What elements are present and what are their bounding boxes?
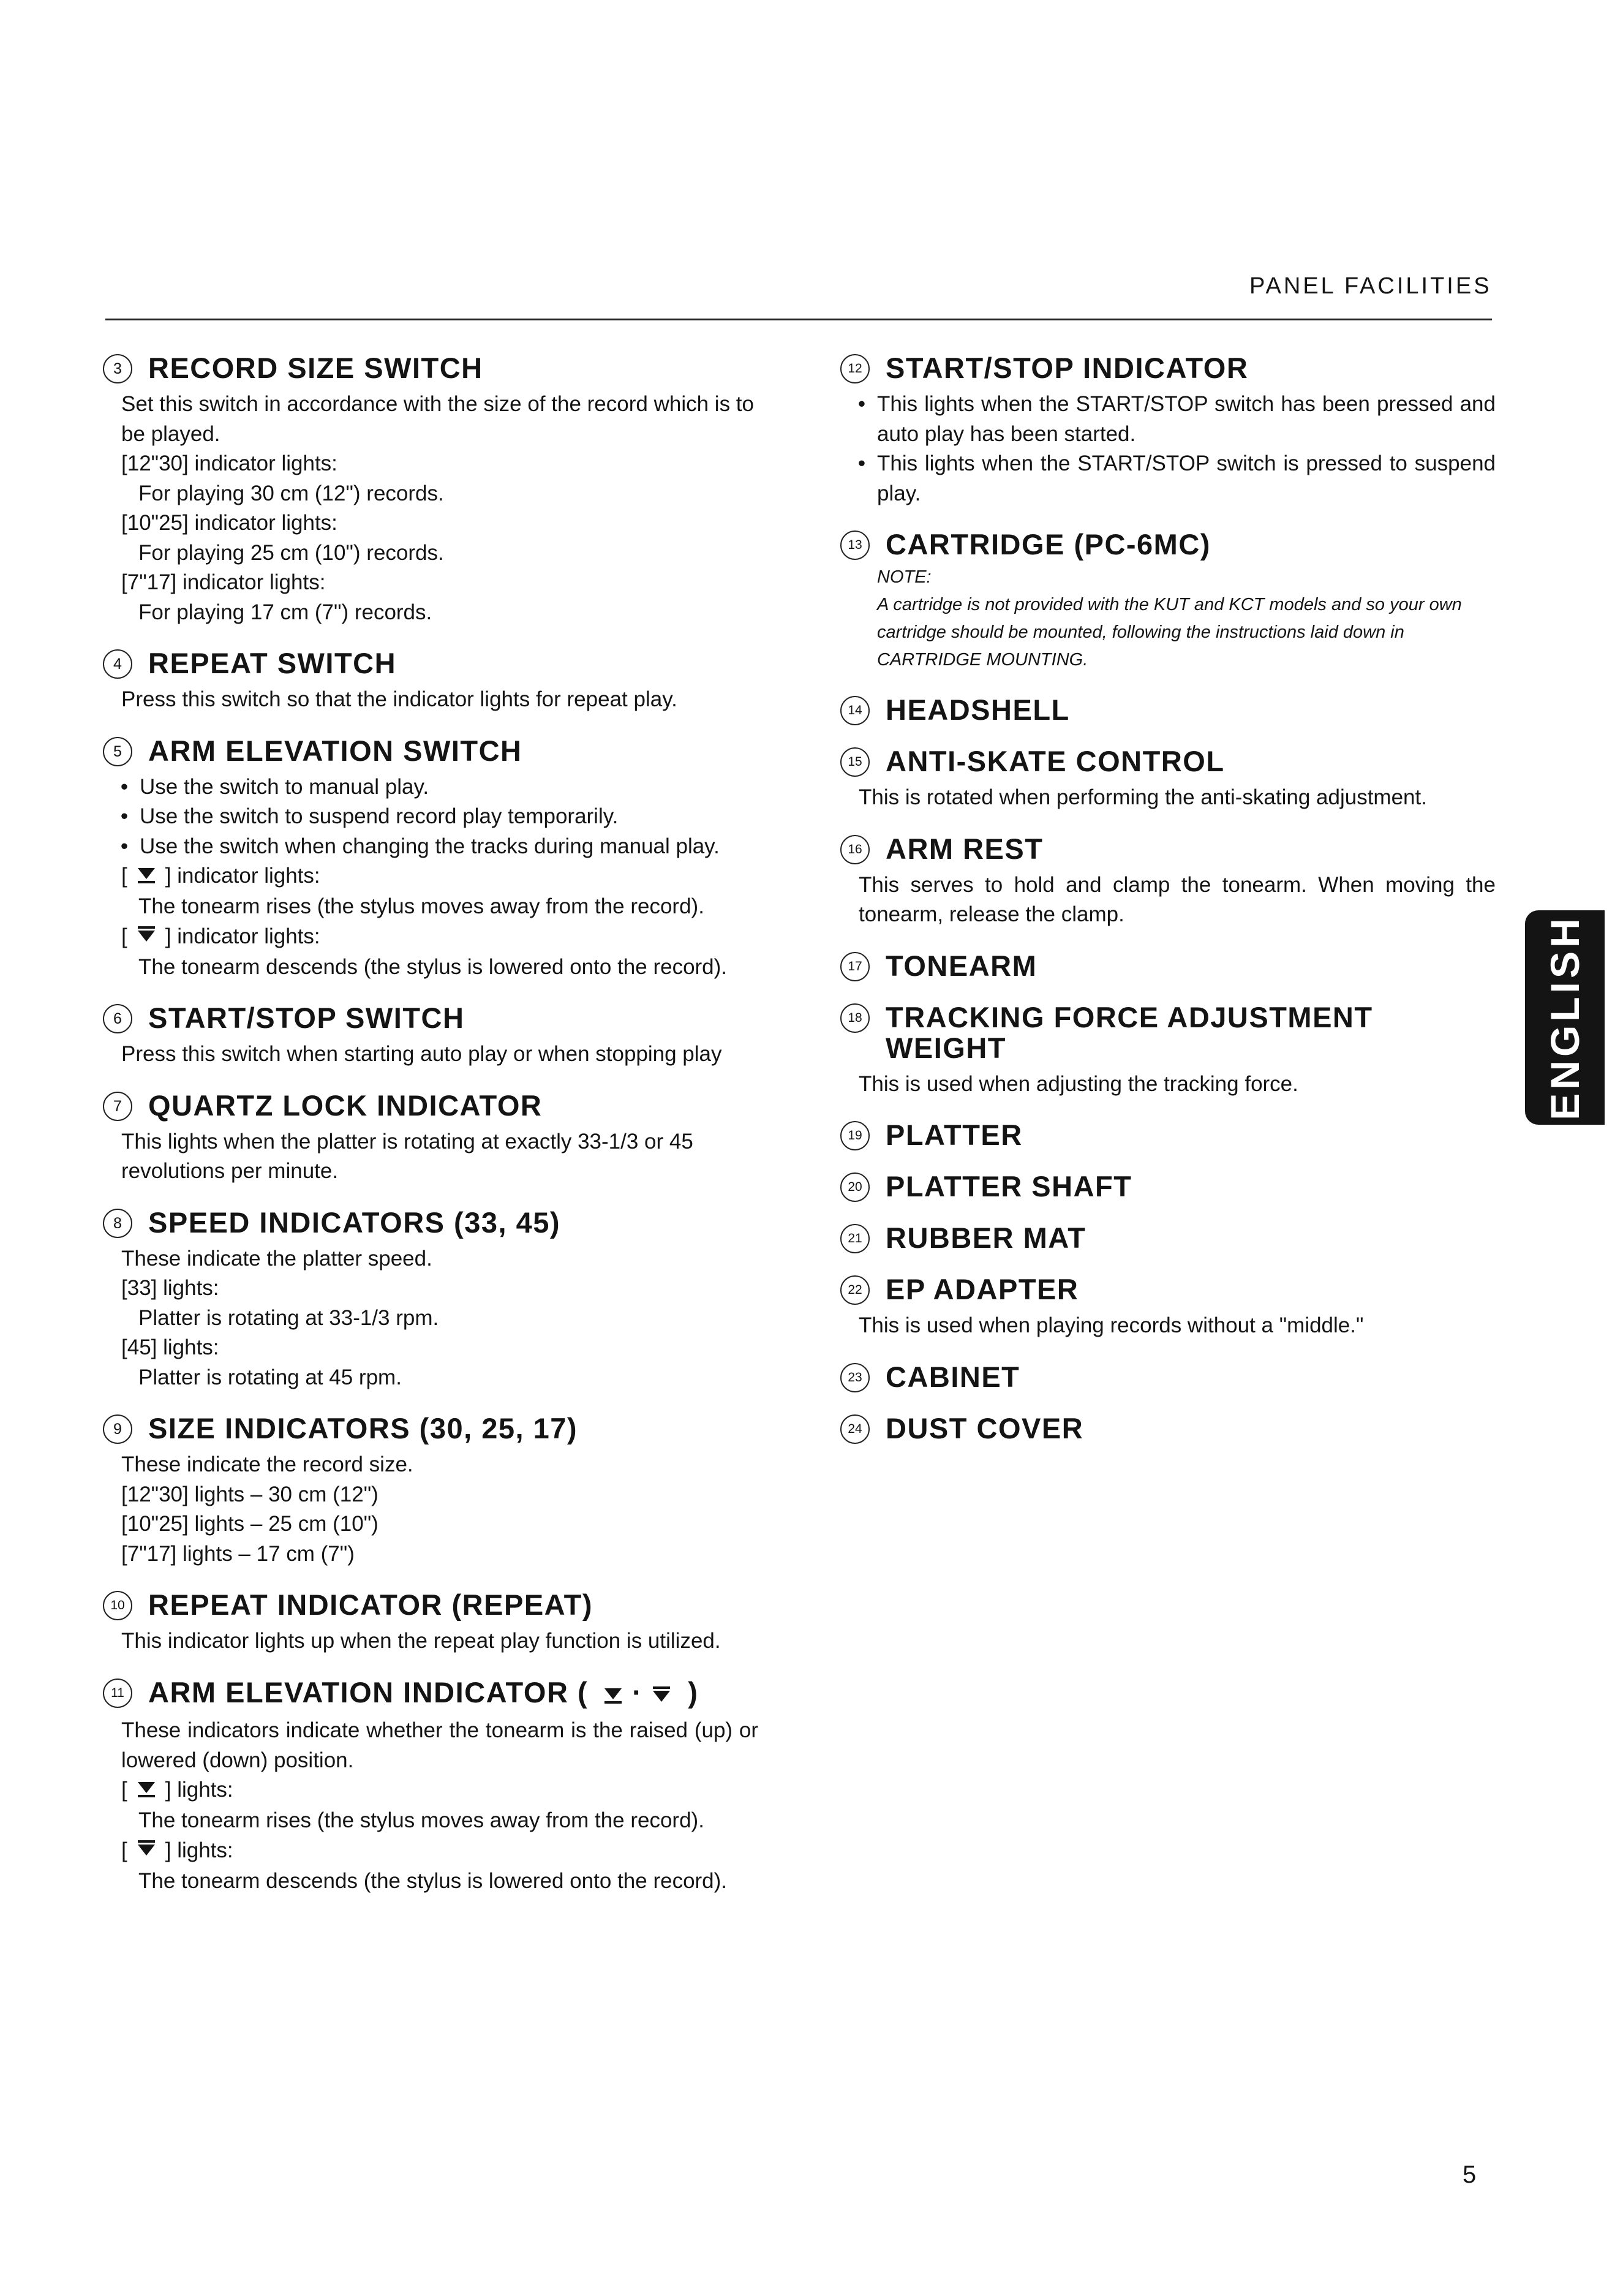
- section-title: PLATTER: [886, 1119, 1023, 1151]
- section-text: This serves to hold and clamp the tonearm. When moving the tonearm, release the clamp.: [859, 872, 1496, 926]
- section-platter-shaft: [840, 1171, 1496, 1202]
- arm-down-icon: [136, 923, 157, 953]
- section-title-text: ARM ELEVATION INDICATOR (: [148, 1675, 589, 1709]
- section-tracking-force-weight: [840, 1002, 1496, 1100]
- section-rubber-mat: [840, 1223, 1496, 1253]
- section-heading: [840, 951, 1496, 981]
- section-title: TONEARM: [886, 949, 1037, 982]
- item-number: 19: [840, 1121, 870, 1150]
- indicator-label: indicator lights:: [177, 924, 320, 948]
- section-tonearm: [840, 951, 1496, 981]
- section-title: ARM ELEVATION SWITCH: [148, 734, 522, 767]
- language-tab: [1525, 910, 1605, 1125]
- indicator-desc: The tonearm descends (the stylus is lowered onto the record).: [138, 1868, 728, 1893]
- item-number: 6: [103, 1004, 132, 1033]
- section-record-size-switch: [103, 353, 758, 627]
- section-text: These indicate the record size.: [121, 1452, 413, 1476]
- page-header: PANEL FACILITIES: [1249, 273, 1492, 299]
- note-label: NOTE:: [877, 567, 932, 587]
- indicator-line: [ ] indicator lights:: [109, 861, 758, 892]
- section-cabinet: [840, 1362, 1496, 1392]
- section-title: SIZE INDICATORS (30, 25, 17): [148, 1412, 578, 1444]
- item-number: 23: [840, 1363, 870, 1392]
- header-rule: [105, 319, 1492, 320]
- section-title: RUBBER MAT: [886, 1222, 1086, 1254]
- section-heading: [103, 1677, 758, 1710]
- section-start-stop-indicator: [840, 353, 1496, 508]
- section-arm-elevation-indicator: [103, 1677, 758, 1897]
- indicator-label: lights:: [177, 1778, 233, 1802]
- item-number: 12: [840, 354, 870, 383]
- indicator-line: [7"17] lights – 17 cm (7"): [121, 1541, 355, 1566]
- section-text: Press this switch so that the indicator lights for repeat play.: [121, 687, 677, 711]
- section-title: CARTRIDGE (PC-6MC): [886, 528, 1211, 561]
- indicator-desc: The tonearm rises (the stylus moves away from the record).: [138, 1808, 704, 1833]
- item-number: 13: [840, 531, 870, 560]
- right-column: [840, 353, 1496, 1465]
- bullet-item: • Use the switch when changing the tracks during manual play.: [109, 832, 758, 862]
- indicator-desc: Platter is rotating at 45 rpm.: [138, 1365, 402, 1389]
- section-title: DUST COVER: [886, 1411, 1084, 1444]
- section-title: QUARTZ LOCK INDICATOR: [148, 1089, 543, 1122]
- section-title: REPEAT INDICATOR (REPEAT): [148, 1588, 593, 1621]
- section-platter: [840, 1120, 1496, 1150]
- section-heading: [840, 695, 1496, 725]
- bullet-item: • This lights when the START/STOP switch is pressed to suspend play.: [846, 449, 1496, 508]
- language-tab-label: ENGLISH: [1542, 915, 1587, 1120]
- item-number: 8: [103, 1209, 132, 1238]
- section-heading: [103, 353, 758, 383]
- left-column: [103, 353, 758, 1917]
- bullet-item: • Use the switch to suspend record play temporarily.: [109, 802, 758, 832]
- indicator-desc: For playing 30 cm (12") records.: [138, 481, 444, 505]
- indicator-line: [12"30] lights – 30 cm (12"): [121, 1482, 378, 1506]
- arm-up-icon: [136, 863, 157, 893]
- bullet-text: Use the switch to manual play.: [140, 774, 429, 799]
- section-heading: [840, 1120, 1496, 1150]
- cartridge-note: [840, 564, 1496, 674]
- section-headshell: [840, 695, 1496, 725]
- section-text: This is used when adjusting the tracking force.: [859, 1071, 1298, 1096]
- item-number: 20: [840, 1173, 870, 1202]
- item-number: 11: [103, 1679, 132, 1708]
- item-number: 9: [103, 1414, 132, 1444]
- section-text: These indicate the platter speed.: [121, 1246, 432, 1271]
- item-number: 4: [103, 649, 132, 679]
- item-number: 7: [103, 1092, 132, 1121]
- note-text: A cartridge is not provided with the KUT and KCT models and so your own cartridge should be mounted, following the instructions laid down in CARTRIDGE MOUNTING.: [877, 595, 1462, 670]
- bullet-text: Use the switch when changing the tracks during manual play.: [140, 834, 720, 858]
- indicator-desc: For playing 25 cm (10") records.: [138, 540, 444, 565]
- bullet-text: This lights when the START/STOP switch has been pressed and auto play has been started.: [877, 392, 1496, 446]
- section-arm-rest: [840, 834, 1496, 930]
- section-heading: [840, 1002, 1496, 1063]
- indicator-line: [10"25] lights – 25 cm (10"): [121, 1512, 378, 1536]
- item-number: 3: [103, 354, 132, 383]
- section-heading: [840, 529, 1496, 560]
- section-title: HEADSHELL: [886, 693, 1070, 726]
- item-number: 17: [840, 952, 870, 981]
- section-text: This lights when the platter is rotating at exactly 33-1/3 or 45 revolutions per minute.: [121, 1129, 693, 1183]
- section-title: EP ADAPTER: [886, 1273, 1079, 1305]
- section-title: REPEAT SWITCH: [148, 647, 397, 679]
- section-heading: [103, 1003, 758, 1033]
- section-dust-cover: [840, 1413, 1496, 1444]
- indicator-label: lights:: [177, 1838, 233, 1862]
- section-title: PLATTER SHAFT: [886, 1170, 1132, 1203]
- section-heading: [840, 746, 1496, 777]
- section-quartz-lock-indicator: [103, 1090, 758, 1187]
- indicator-label: indicator lights:: [177, 864, 320, 888]
- section-heading: [840, 1274, 1496, 1305]
- section-cartridge: [840, 529, 1496, 674]
- section-heading: [840, 1362, 1496, 1392]
- section-text: This is used when playing records without a "middle.": [859, 1313, 1364, 1337]
- item-number: 24: [840, 1414, 870, 1444]
- bullet-item: • Use the switch to manual play.: [109, 772, 758, 802]
- section-heading: [840, 834, 1496, 864]
- bullet-text: Use the switch to suspend record play temporarily.: [140, 804, 619, 828]
- bullet-item: • This lights when the START/STOP switch has been pressed and auto play has been started.: [846, 390, 1496, 449]
- section-heading: [103, 1207, 758, 1238]
- section-heading: [840, 1223, 1496, 1253]
- item-number: 18: [840, 1003, 870, 1033]
- arm-up-icon: [603, 1679, 623, 1710]
- indicator-desc: The tonearm descends (the stylus is lowered onto the record).: [138, 954, 728, 979]
- indicator-line: [ ] lights:: [121, 1775, 758, 1806]
- section-heading: [840, 353, 1496, 383]
- arm-up-icon: [136, 1777, 157, 1807]
- bullet-text: This lights when the START/STOP switch is pressed to suspend play.: [877, 451, 1496, 505]
- section-title: CABINET: [886, 1360, 1020, 1393]
- item-number: 16: [840, 835, 870, 864]
- section-speed-indicators: [103, 1207, 758, 1393]
- section-title: [886, 1002, 1373, 1063]
- section-title: ARM REST: [886, 832, 1044, 865]
- indicator-line: [ ] indicator lights:: [109, 922, 758, 953]
- section-heading: [103, 1090, 758, 1121]
- indicator-line: [45] lights:: [121, 1335, 219, 1359]
- section-title-line: WEIGHT: [886, 1031, 1006, 1064]
- section-heading: [840, 1171, 1496, 1202]
- section-start-stop-switch: [103, 1003, 758, 1070]
- section-heading: [103, 648, 758, 679]
- section-heading: [103, 1413, 758, 1444]
- indicator-line: [ ] lights:: [121, 1836, 758, 1867]
- item-number: 14: [840, 696, 870, 725]
- indicator-line: [12"30] indicator lights:: [121, 451, 337, 475]
- section-text: These indicators indicate whether the tonearm is the raised (up) or lowered (down) position.: [121, 1718, 758, 1772]
- section-title: START/STOP INDICATOR: [886, 352, 1249, 384]
- item-number: 10: [103, 1591, 132, 1620]
- indicator-desc: The tonearm rises (the stylus moves away from the record).: [138, 894, 704, 918]
- section-heading: [103, 736, 758, 766]
- indicator-desc: For playing 17 cm (7") records.: [138, 600, 432, 624]
- section-heading: [840, 1413, 1496, 1444]
- page-number: 5: [1463, 2161, 1477, 2188]
- section-title: SPEED INDICATORS (33, 45): [148, 1206, 561, 1239]
- section-title-line: TRACKING FORCE ADJUSTMENT: [886, 1000, 1373, 1033]
- arm-down-icon: [651, 1679, 672, 1710]
- section-repeat-switch: [103, 648, 758, 715]
- section-text: Press this switch when starting auto play or when stopping play: [121, 1042, 722, 1066]
- section-ep-adapter: [840, 1274, 1496, 1341]
- item-number: 5: [103, 737, 132, 766]
- section-repeat-indicator: [103, 1590, 758, 1656]
- item-number: 21: [840, 1224, 870, 1253]
- section-title: RECORD SIZE SWITCH: [148, 352, 483, 384]
- section-title: ARM ELEVATION INDICATOR ( · ): [148, 1677, 698, 1710]
- section-text: This is rotated when performing the anti-skating adjustment.: [859, 785, 1427, 809]
- item-number: 22: [840, 1275, 870, 1305]
- section-title: START/STOP SWITCH: [148, 1002, 465, 1034]
- section-text: Set this switch in accordance with the size of the record which is to be played.: [121, 392, 754, 446]
- item-number: 15: [840, 747, 870, 777]
- section-size-indicators: [103, 1413, 758, 1569]
- section-anti-skate-control: [840, 746, 1496, 813]
- section-arm-elevation-switch: [103, 736, 758, 983]
- indicator-line: [10"25] indicator lights:: [121, 511, 337, 535]
- indicator-line: [7"17] indicator lights:: [121, 570, 326, 594]
- indicator-line: [33] lights:: [121, 1276, 219, 1300]
- indicator-desc: Platter is rotating at 33-1/3 rpm.: [138, 1305, 439, 1330]
- section-title: ANTI-SKATE CONTROL: [886, 745, 1225, 777]
- section-heading: [103, 1590, 758, 1620]
- arm-down-icon: [136, 1837, 157, 1867]
- section-text: This indicator lights up when the repeat play function is utilized.: [121, 1629, 721, 1653]
